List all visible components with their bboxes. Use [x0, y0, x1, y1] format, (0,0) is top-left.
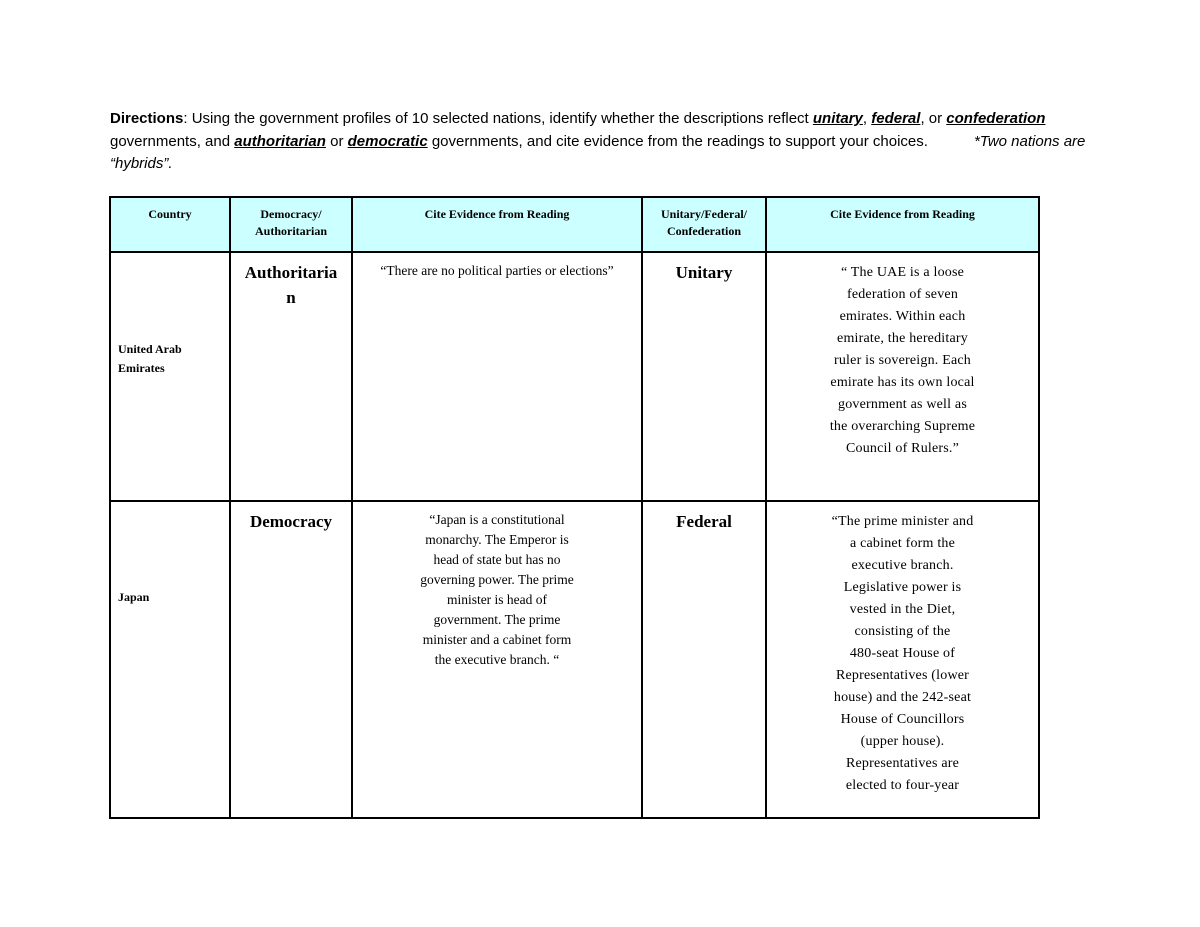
country-name-line2: Emirates	[118, 360, 165, 375]
evidence-line: Legislative power is	[843, 580, 962, 595]
header-evidence-regime: Cite Evidence from Reading	[352, 197, 642, 252]
evidence-line: 480-seat House of	[849, 646, 956, 661]
header-row	[110, 197, 1039, 252]
header-democracy-authoritarian	[230, 197, 352, 252]
evidence-line: consisting of the	[854, 624, 951, 639]
regime-line2: n	[286, 288, 296, 307]
evidence-line: Council of Rulers.”	[845, 441, 960, 456]
directions-separator: ,	[862, 110, 872, 127]
government-table	[109, 196, 1040, 819]
system-value: Unitary	[675, 263, 733, 282]
evidence-line: the executive branch. “	[434, 652, 560, 667]
evidence-line: executive branch.	[851, 558, 954, 573]
table-row	[110, 501, 1039, 818]
system-cell	[642, 501, 766, 818]
regime-line1: Democracy	[249, 512, 333, 531]
evidence-line: emirates. Within each	[839, 309, 966, 324]
evidence-line: minister and a cabinet form	[422, 632, 572, 647]
evidence-line: the overarching Supreme	[829, 419, 976, 434]
header-system-line2: Confederation	[667, 224, 741, 238]
evidence-line: House of Councillors	[840, 712, 965, 727]
evidence-line: “Japan is a constitutional	[429, 512, 565, 527]
evidence-line: ruler is sovereign. Each	[834, 353, 971, 368]
header-evidence-system: Cite Evidence from Reading	[766, 197, 1039, 252]
evidence-line: governing power. The prime	[420, 572, 574, 587]
evidence-line: “The prime minister and	[831, 514, 974, 529]
evidence-line: emirate has its own local	[830, 375, 975, 390]
hybrids-note: *Two nations are “hybrids”.	[110, 132, 1086, 172]
evidence-line: “ The UAE is a loose	[840, 265, 965, 280]
keyword-federal: federal	[871, 110, 921, 127]
evidence-line: government as well as	[838, 397, 967, 412]
keyword-democratic: democratic	[347, 132, 428, 150]
header-unitary-federal-confederation	[642, 197, 766, 252]
system-value: Federal	[676, 512, 732, 531]
evidence-regime-cell	[352, 501, 642, 818]
keyword-confederation: confederation	[946, 110, 1046, 127]
evidence-line: head of state but has no	[433, 552, 561, 567]
regime-cell	[230, 252, 352, 501]
evidence-line: minister is head of	[446, 592, 548, 607]
directions-text: governments, and cite evidence from the readings to support your choices.	[427, 132, 928, 150]
evidence-line: (upper house).	[860, 734, 945, 749]
evidence-line: elected to four-year	[845, 778, 960, 793]
evidence-line: federation of seven	[846, 287, 959, 302]
directions-label: Directions	[110, 110, 184, 127]
country-cell	[110, 501, 230, 818]
system-cell	[642, 252, 766, 501]
country-cell	[110, 252, 230, 501]
evidence-line: a cabinet form the	[849, 536, 956, 551]
directions-paragraph	[110, 108, 1090, 176]
directions-text: governments, and	[110, 132, 235, 150]
country-name-line1: Japan	[118, 589, 150, 604]
evidence-line: vested in the Diet,	[849, 602, 956, 617]
directions-separator: , or	[920, 110, 947, 127]
directions-text: : Using the government profiles of 10 selected nations, identify whether the descriptions reflect	[183, 110, 813, 127]
evidence-line: Representatives (lower	[835, 668, 970, 683]
evidence-line: house) and the 242-seat	[833, 690, 972, 705]
regime-line1: Authoritaria	[244, 263, 338, 282]
evidence-line: Representatives are	[845, 756, 960, 771]
evidence-line: government. The prime	[433, 612, 561, 627]
evidence-system-cell	[766, 252, 1039, 501]
country-name-line1: United Arab	[118, 341, 182, 356]
table-row	[110, 252, 1039, 501]
header-system-line1: Unitary/Federal/	[661, 207, 747, 221]
regime-cell	[230, 501, 352, 818]
header-democracy-line1: Democracy/	[260, 207, 322, 221]
header-democracy-line2: Authoritarian	[255, 224, 327, 238]
directions-text: or	[325, 132, 348, 150]
keyword-authoritarian: authoritarian	[234, 132, 326, 150]
header-country: Country	[110, 197, 230, 252]
keyword-unitary: unitary	[812, 110, 863, 127]
evidence-system-cell	[766, 501, 1039, 818]
evidence-line: emirate, the hereditary	[837, 331, 968, 346]
evidence-line: monarchy. The Emperor is	[425, 532, 569, 547]
evidence-quote: “There are no political parties or elections”	[380, 263, 614, 278]
evidence-regime-cell	[352, 252, 642, 501]
